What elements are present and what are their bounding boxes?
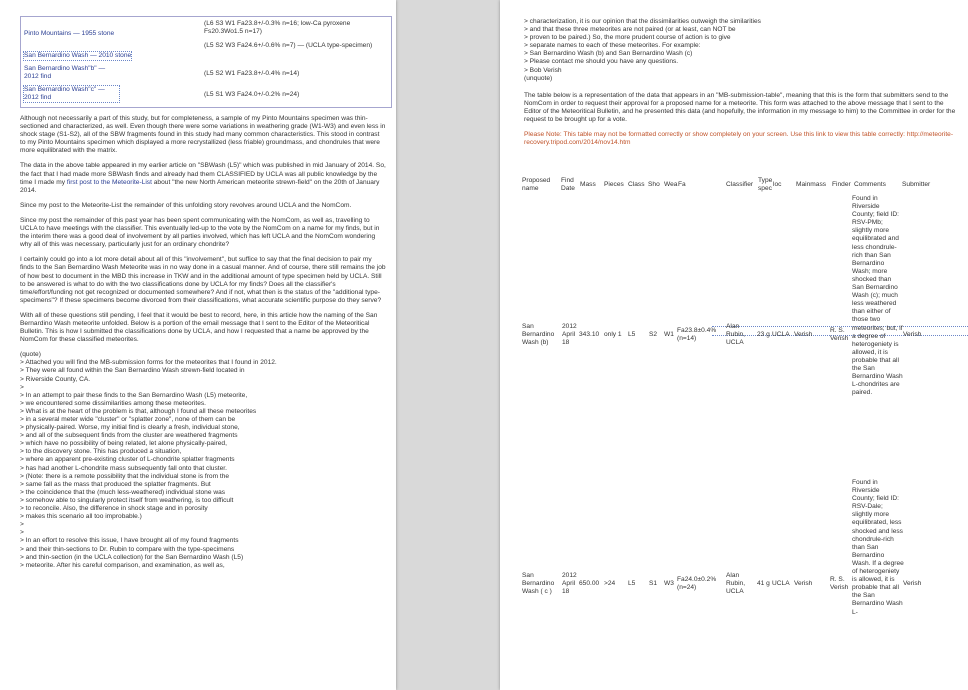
quote-line: > somehow able to singularly protect itself from weathering, is too difficult xyxy=(20,496,234,504)
table-note: Please Note: This table may not be formatted correctly or show completely on your screen. Use this link to view this table correctly: http://meteorite-recovery.tripod.com/2014/nov14.htm xyxy=(524,131,954,147)
quote-line: > to the discovery stone. This has produced a situation, xyxy=(20,448,182,456)
table-header: Sho xyxy=(648,181,660,188)
comments-cell: Found in Riverside County; field ID: RSV-Dale; slightly more equilibrated, less shocked and less chondrule-rich than San Bernardino Wash. If a degree of heterogeniety is allowed, it is probable that all the San Bernardino Wash L- xyxy=(852,479,904,616)
meteorite-name: Pinto Mountains — 1955 stone xyxy=(24,30,115,37)
class-cell: L5 xyxy=(628,580,636,587)
quote-line: > and all of the subsequent finds from the cluster are weathered fragments xyxy=(20,432,238,440)
article-body xyxy=(524,18,962,154)
left-page xyxy=(0,0,396,690)
type-spec-cell: 23 g xyxy=(757,331,770,338)
table-header: Mainmass xyxy=(796,181,827,188)
quote-line: > we encountered some dissimilarities among these meteorites. xyxy=(20,399,206,407)
quote-line: > Bob Verish xyxy=(524,66,562,74)
quote-line: > In an effort to resolve this issue, I have brought all of my found fragments xyxy=(20,537,239,545)
quote-line: > xyxy=(20,529,24,537)
table-header: Find Date xyxy=(561,177,575,192)
meteorite-name: San Bernardino Wash — 2010 stone xyxy=(24,52,132,59)
email-quote xyxy=(20,351,386,570)
table-header: Fa xyxy=(678,181,686,188)
paragraph: With all of these questions still pending, I feel that it would be best to record, here, in this article how the naming of the San Bernardino Wash meteorite unfolded. Below is a portion of the email message that I sent to the Editor of the Meteoritical Bulletin. This is how I submitted the classifications done by UCLA, and how I requested that a name be approved by the NomCom for these classified meteorites. xyxy=(20,311,378,344)
quote-line: > xyxy=(20,521,24,529)
classifier-cell: Alan Rubin, UCLA xyxy=(726,572,746,596)
quote-line: > and that these three meteorites are not paired (or at least, can NOT be xyxy=(524,26,736,34)
type-spec-cell: 41 g xyxy=(757,580,770,587)
meteorite-name: San Bernardino Wash"b" — 2012 find xyxy=(24,65,106,81)
paragraph: The data in the above table appeared in my earlier article on "SBWash (L5)" which was published in mid January of 2014. So, the fact that I had made more SBWash finds and already had them CLASSIFIED by UCLA was all public knowledge by the time I made my first post to the Meteorite-List about "the new North American meteorite strewn-field" on the 20th of January 2014. xyxy=(20,162,386,194)
quote-line: > Attached you will find the MB-submission forms for the meteorites that I found in 2012. xyxy=(20,359,277,367)
meteorite-classification: (L5 S2 W1 Fa23.8+/-0.4% n=14) xyxy=(204,70,300,77)
table-header: Submitter xyxy=(902,181,931,188)
weathering-cell: W1 xyxy=(664,331,674,338)
quote-line: > the coincidence that the (much less-weathered) individual stone was xyxy=(20,488,226,496)
paragraph: Since my post the remainder of this past year has been spent communicating with the NomCom, as well as, travelling to UCLA to have meetings with the classifier. This eventually led-up to the vote by the NomCom on a name for my finds, but in the interim there was a good deal of involvement by all parties involved, which has left UCLA and the NomCom wondering why all of this was necessary, particularly just for an ordinary chondrite? xyxy=(20,216,380,249)
name-cell: San Bernardino Wash ( c ) xyxy=(522,572,555,596)
quote-line: > which have no possibility of being related, let alone physically-paired, xyxy=(20,440,227,448)
quote-line: > and their thin-sections to Dr. Rubin to compare with the type-specimens xyxy=(20,545,235,553)
quote-line: > They were all found within the San Bernardino Wash strewn-field located in xyxy=(20,367,245,375)
paragraph: Although not necessarily a part of this study, but for completeness, a sample of my Pinto Mountains specimen was thin-sectioned and characterized, as well. Even though there were some variations in weathering grade (W1-W3) and even less in shock stage (S1-S2), all of the SBW fragments found in this study had many common characteristics. This stood in contrast to my Pinto Mountains specimen which displayed a more recrystallized (less friable) groundmass, and chondrules that were more equilibrated with the matrix. xyxy=(20,115,386,155)
quote-line: > characterization, it is our opinion that the dissimilarities outweigh the similarities xyxy=(524,18,761,25)
quote-line: > Please contact me should you have any questions. xyxy=(524,58,679,66)
quote-line: > In an attempt to pair these finds to the San Bernardino Wash (L5) meteorite, xyxy=(20,391,248,399)
quote-line: > Riverside County, CA. xyxy=(20,375,91,383)
shock-cell: S1 xyxy=(649,580,658,587)
mass-cell: 343.10 xyxy=(579,331,600,338)
quote-line: > xyxy=(20,383,24,391)
table-header: Pieces xyxy=(604,181,624,188)
fayalite-cell: Fa24.0±0.2% (n=24) xyxy=(677,576,717,592)
paragraph: I certainly could go into a lot more detail about all of this "involvement", but suffice to say that the final decision to pair my finds to the San Bernardino Wash Meteorite was in no way done in a casual manner. And of course, there still remains the job of how best to document in the MBD this increase in TKW and in the additional amount of type specimen held by UCLA. Still to be answered is what to do with the two classifications done by UCLA for my finds? Does all the classifier's time/effort/funding not get recognized or documented somewhere? And if not, what then is the status of the "additional type-specimens"? If these specimens become divorced from their classifications, what accurate scientific purpose do they serve? xyxy=(20,256,386,304)
paragraph: Since my post to the Meteorite-List the remainder of this unfolding story revolves around UCLA and the NomCom. xyxy=(20,201,352,209)
table-header: Type spec xyxy=(758,177,773,192)
quote-line: > makes this scenario all too improbable.) xyxy=(20,513,142,521)
quote-line: > in a several meter wide "cluster" or "splatter zone", none of them can be xyxy=(20,416,236,423)
quote-line: (quote) xyxy=(20,351,41,359)
table-header: Classifier xyxy=(726,181,754,188)
meteorite-name: San Bernardino Wash"c" — 2012 find xyxy=(24,86,119,102)
table-header: Mass xyxy=(580,181,596,188)
email-quote-continued xyxy=(524,18,962,83)
loc-cell: UCLA xyxy=(772,331,790,338)
table-header: Proposed name xyxy=(522,177,551,192)
shock-cell: S2 xyxy=(649,331,658,338)
finder-cell: R. S. Verish xyxy=(830,327,849,343)
pieces-cell: >24 xyxy=(604,580,616,587)
table-header: Finder xyxy=(832,181,851,188)
quote-line: > San Bernardino Wash (b) and San Bernardino Wash (c) xyxy=(524,50,693,58)
comments-cell: Found in Riverside County; field ID: RSV-PMb; slightly more equilibrated and less chondrule-rich than San Bernardino Wash; more shocked than San Bernardino Wash (c); much less weathered than either of those two meteorites; but, if a degree of heterogeniety is allowed, it is probable that all the San Bernardino Wash L-chondrites are paired. xyxy=(852,195,903,397)
classifier-cell: Alan Rubin, UCLA xyxy=(726,323,746,347)
quote-line: > proven to be paired.) So, the more prudent course of action is to give xyxy=(524,34,731,42)
table-header: loc xyxy=(773,181,782,188)
date-cell: 2012 April 18 xyxy=(562,572,577,596)
classification-summary-box xyxy=(20,16,392,108)
quote-line: > meteorite. After his careful comparison, and examination, as well as, xyxy=(20,561,225,569)
pieces-cell: only 1 xyxy=(604,331,622,338)
quote-line: > What is at the heart of the problem is that, although I found all these meteorites xyxy=(20,407,257,415)
meteorite-classification: (L5 S1 W3 Fa24.0+/-0.2% n=24) xyxy=(204,91,300,98)
date-cell: 2012 April 18 xyxy=(562,323,577,347)
submission-table xyxy=(522,177,968,690)
quote-line: > same fall as the mass that produced the splatter fragments. But xyxy=(20,480,211,488)
right-page xyxy=(500,0,968,690)
mainmass-cell: Verish xyxy=(794,580,813,587)
fayalite-cell: Fa23.8±0.4% (n=14) xyxy=(677,327,717,343)
meteorite-list-link[interactable]: first post to the Meteorite-List xyxy=(66,178,152,186)
quote-line: > where an apparent pre-existing cluster of L-chondrite splatter fragments xyxy=(20,456,235,464)
table-link[interactable]: http://meteorite-recovery.tripod.com/2014/nov14.htm xyxy=(524,131,954,147)
name-cell: San Bernardino Wash (b) xyxy=(522,323,555,347)
quote-line: > (Note: there is a remote possibility that the individual stone is from the xyxy=(20,472,230,480)
mainmass-cell: Verish xyxy=(794,331,813,338)
quote-line: > and thin-section (in the UCLA collection) for the San Bernardino Wash (L5) xyxy=(20,553,244,561)
quote-line: > physically-paired. Worse, my initial find is clearly a fresh, individual stone, xyxy=(20,424,240,432)
weathering-cell: W3 xyxy=(664,580,674,587)
loc-cell: UCLA xyxy=(772,580,790,587)
table-header: Class xyxy=(628,181,645,188)
class-cell: L5 xyxy=(628,331,636,338)
quote-line: > has had another L-chondrite mass subsequently fall onto that cluster. xyxy=(20,464,227,472)
quote-line: (unquote) xyxy=(524,74,553,82)
mass-cell: 650.00 xyxy=(579,580,600,587)
paragraph: The table below is a representation of the data that appears in an "MB-submission-table", meaning that this is the form that submitters send to the NomCom in order to request their approval for a proposed name for a meteorite. This form was attached to the above message that I sent to the Editor of the Meteoritical Bulletin, and he presented this data (and hopefully, the information in my message to him) to the Committee in order for the request to be brought up for a vote. xyxy=(524,91,956,124)
meteorite-classification: (L6 S3 W1 Fa23.8+/-0.3% n=16; low-Ca pyroxene Fs20.3Wo1.5 n=17) xyxy=(204,20,351,36)
meteorite-classification: (L5 S2 W3 Fa24.6+/-0.6% n=7) — (UCLA type-specimen) xyxy=(204,42,373,49)
article-body xyxy=(20,115,386,570)
quote-line: > to reconcile. Also, the difference in shock stage and in porosity xyxy=(20,505,208,513)
quote-line: > separate names to each of these meteorites. For example: xyxy=(524,42,701,50)
table-header: Comments xyxy=(854,181,886,188)
submitter-cell: Verish xyxy=(903,580,922,587)
finder-cell: R. S. Verish xyxy=(830,576,849,592)
table-header: Wea xyxy=(664,181,678,188)
submitter-cell: Verish xyxy=(903,331,922,338)
